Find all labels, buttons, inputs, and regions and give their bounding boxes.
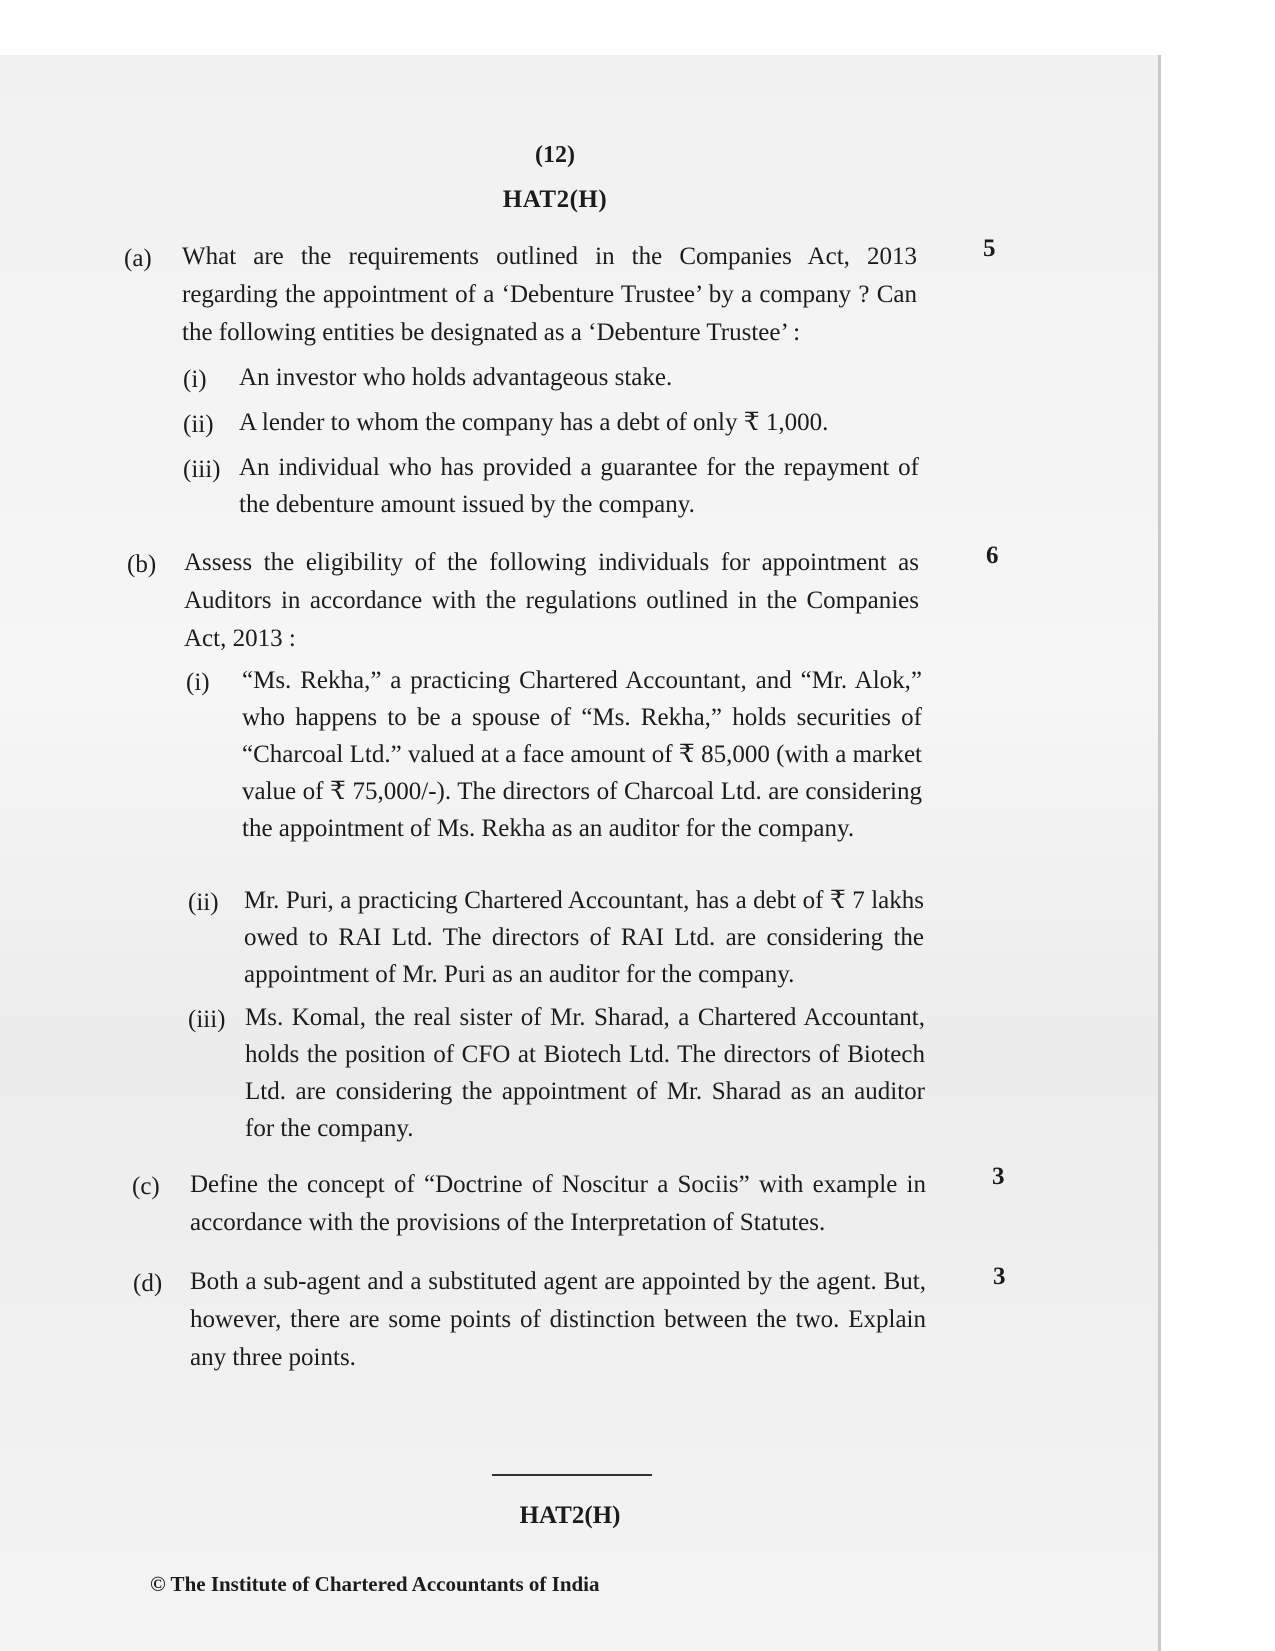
question-a-sub-ii-label: (ii) [183,411,214,438]
question-a-marks: 5 [983,235,996,262]
end-rule [492,1474,652,1476]
scan-margin [0,0,1275,58]
question-a-label: (a) [124,245,152,272]
question-c-text: Define the concept of “Doctrine of Noscitur a Sociis” with example in accordance with the provisions of the Interpretation of Statutes. [190,1171,926,1236]
question-b-sub-ii-text: Mr. Puri, a practicing Chartered Accountant, has a debt of ₹ 7 lakhs owed to RAI Ltd. The directors of RAI Ltd. are considering the appointment of Mr. Puri as an auditor for the company. [244,887,924,988]
footer-code: HAT2(H) [519,1502,621,1529]
question-b-label: (b) [127,551,157,578]
question-b-text: Assess the eligibility of the following individuals for appointment as Auditors in accordance with the regulations outlined in the Companies Act, 2013 : [184,549,919,652]
question-b-sub-ii-label: (ii) [188,889,219,916]
question-a-sub-iii-text: An individual who has provided a guarantee for the repayment of the debenture amount issued by the company. [239,454,919,518]
question-d-marks: 3 [993,1263,1006,1290]
copyright-notice: © The Institute of Chartered Accountants of India [150,1572,600,1596]
paper-edge [1158,55,1161,1651]
question-d-label: (d) [133,1270,163,1297]
question-b-sub-i-text: “Ms. Rekha,” a practicing Chartered Accountant, and “Mr. Alok,” who happens to be a spouse of “Ms. Rekha,” holds securities of “Charcoal Ltd.” valued at a face amount of ₹ 85,000 (with a market value of ₹ 75,000/-). The directors of Charcoal Ltd. are considering the appointment of Ms. Rekha as an auditor for the company. [242,667,922,842]
question-d-text: Both a sub-agent and a substituted agent are appointed by the agent. But, however, there are some points of distinction between the two. Explain any three points. [190,1268,926,1371]
question-b-sub-iii-label: (iii) [188,1006,226,1033]
question-a-sub-i-text: An investor who holds advantageous stake. [239,364,673,391]
question-a-sub-ii-text: A lender to whom the company has a debt of only ₹ 1,000. [239,409,829,436]
question-b-sub-iii-text: Ms. Komal, the real sister of Mr. Sharad, a Chartered Accountant, holds the position of CFO at Biotech Ltd. The directors of Biotech Ltd. are considering the appointment of Mr. Sharad as an auditor for the company. [245,1004,925,1142]
page-number: (12) [535,142,575,168]
question-a-sub-iii-label: (iii) [183,456,221,483]
question-a-text: What are the requirements outlined in the Companies Act, 2013 regarding the appointment of a ‘Debenture Trustee’ by a company ? Can the following entities be designated as a ‘Debenture Trustee’ : [182,243,917,346]
question-a-sub-i-label: (i) [183,366,207,393]
question-b-sub-i-label: (i) [186,669,210,696]
question-b-marks: 6 [986,542,999,569]
page-header-code: HAT2(H) [502,186,608,213]
question-c-marks: 3 [992,1163,1005,1190]
question-c-label: (c) [132,1173,160,1200]
